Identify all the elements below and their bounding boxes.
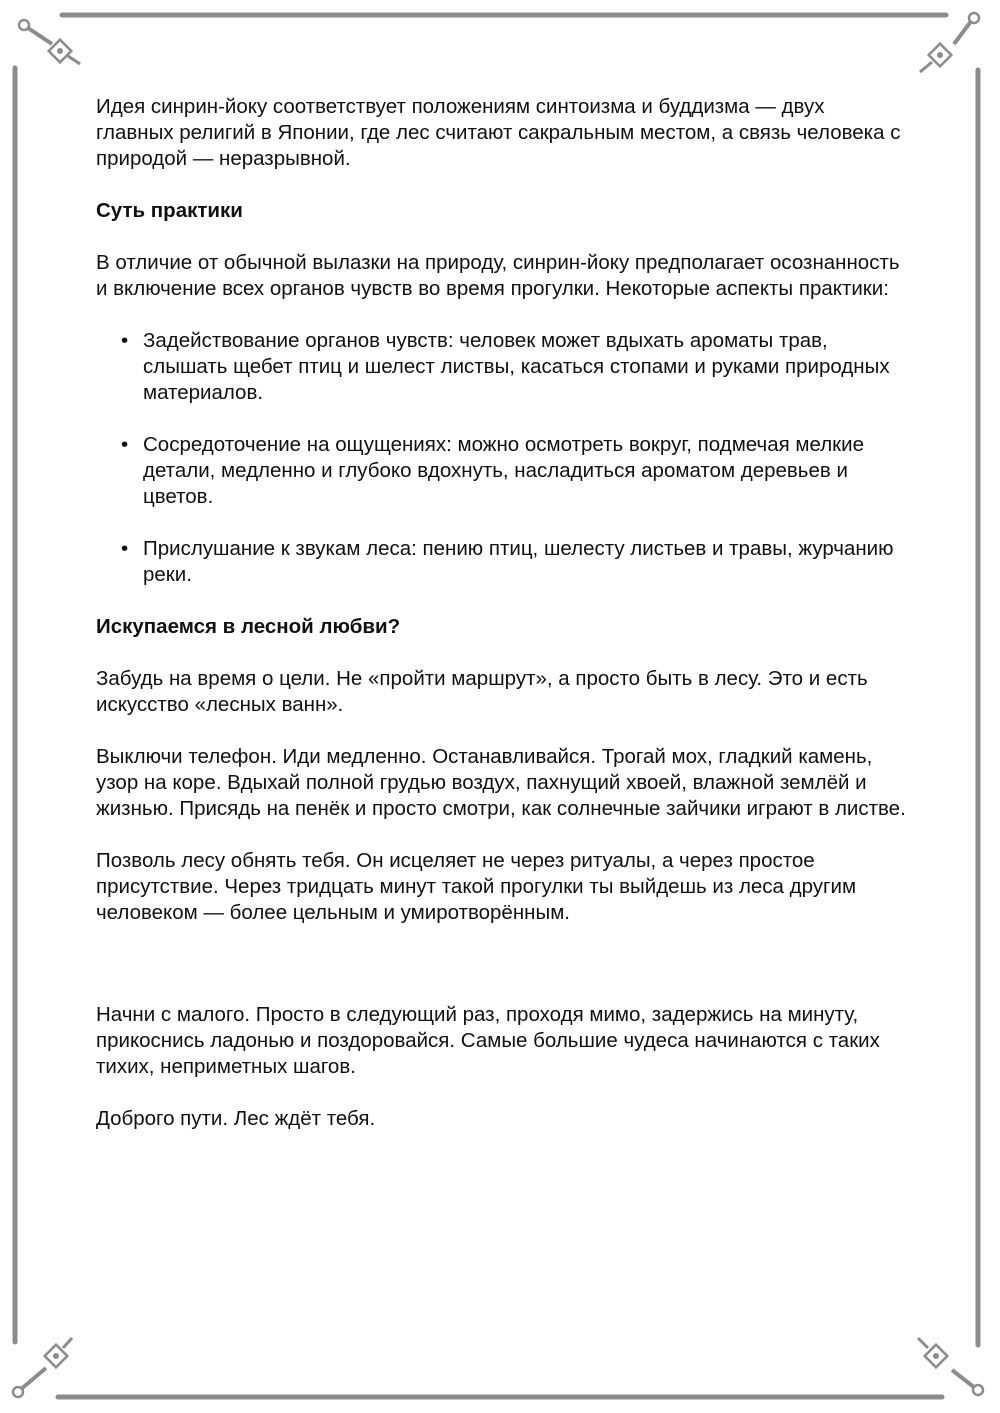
section-heading-essence: Суть практики (96, 199, 243, 222)
bullet-icon: • (121, 433, 129, 456)
corner-ornament-bottom-right (918, 1338, 983, 1395)
list-item (121, 536, 906, 588)
corner-ornament-bottom-left (13, 1338, 72, 1397)
practice-aspects-list (96, 328, 906, 588)
document-body (96, 94, 906, 1158)
corner-ornament-top-right (920, 13, 979, 72)
closing-farewell: Доброго пути. Лес ждёт тебя. (96, 1107, 376, 1130)
corner-ornament-top-left (19, 20, 80, 64)
section-essence-paragraph: В отличие от обычной вылазки на природу, синрин-йоку предполагает осознанность и включение всех органов чувств во время прогулки. Некоторые аспекты практики: (96, 251, 900, 300)
forest-paragraph: Выключи телефон. Иди медленно. Останавливайся. Трогай мох, гладкий камень, узор на коре. Вдыхай полной грудью воздух, пахнущий хвоей, влажной землёй и жизнью. Присядь на пенёк и просто смотри, как солнечные зайчики играют в листве. (96, 745, 906, 820)
bullet-icon: • (121, 329, 129, 352)
intro-paragraph: Идея синрин-йоку соответствует положениям синтоизма и буддизма — двух главных религий в Японии, где лес считают сакральным местом, а связь человека с природой — неразрывной. (96, 95, 901, 170)
forest-paragraph: Забудь на время о цели. Не «пройти маршрут», а просто быть в лесу. Это и есть искусство «лесных ванн». (96, 667, 868, 716)
list-item (121, 432, 906, 510)
section-heading-forest-love: Искупаемся в лесной любви? (96, 615, 401, 638)
list-item (121, 328, 906, 406)
forest-paragraph: Позволь лесу обнять тебя. Он исцеляет не через ритуалы, а через простое присутствие. Через тридцать минут такой прогулки ты выйдешь из леса другим человеком — более цельным и умиротворённым. (96, 849, 857, 924)
blank-space (96, 952, 906, 1002)
bullet-icon: • (121, 537, 129, 560)
closing-paragraph: Начни с малого. Просто в следующий раз, проходя мимо, задержись на минуту, прикоснись ладонью и поздоровайся. Самые большие чудеса начинаются с таких тихих, неприметных шагов. (96, 1003, 880, 1078)
list-item-text: Прислушание к звукам леса: пению птиц, шелесту листьев и травы, журчанию реки. (143, 537, 894, 586)
list-item-text: Задействование органов чувств: человек может вдыхать ароматы трав, слышать щебет птиц и шелест листвы, касаться стопами и руками природных материалов. (143, 329, 890, 404)
list-item-text: Сосредоточение на ощущениях: можно осмотреть вокруг, подмечая мелкие детали, медленно и глубоко вдохнуть, насладиться ароматом деревьев и цветов. (143, 433, 864, 508)
